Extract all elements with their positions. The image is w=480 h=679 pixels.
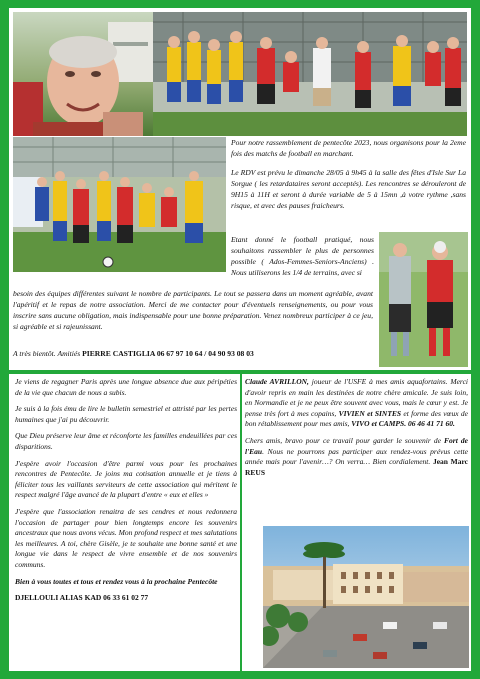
letter-right-1 xyxy=(245,377,468,484)
letter-left-p3: Que Dieu préserve leur âme et réconforte les familles endeuillées par ces disparitions. xyxy=(15,431,237,451)
signoff-intro: A très bientôt. Amitiés xyxy=(13,349,83,358)
schedule-text: Le RDV est prévu le dimanche 28/05 à 9h45 à la salle des fêtes d'Isle Sur La Sorgue ( les retardataires seront acceptés). Les rencontres se dérouleront de 9H15 à 11H et seront à durée variable de 5 à 15mn ,à votre rythme ,sans risque, et avec des pauses fraicheurs. xyxy=(231,168,466,210)
letter-right-p1 xyxy=(245,377,468,430)
signoff xyxy=(13,349,375,360)
participation-paragraph-top xyxy=(231,235,374,285)
letter-left-p4: J'espère avoir l'occasion d'être parmi vous pour les prochaines rencontres de Pentecôte. Je joins ma cotisation annuelle et je tiens à féliciter tous les vaillants serviteurs de cette association qui méritent le respect malgré l'âge avancé de la plupart d'entre « eux et elles » xyxy=(15,458,237,500)
phone-avrillon: . 06 46 41 71 60. xyxy=(404,419,455,429)
friends-names-1: VIVIEN et SINTES xyxy=(338,408,402,418)
letter-left xyxy=(15,377,237,610)
intro-paragraph xyxy=(231,138,466,166)
signature-reus: Jean Marc REUS xyxy=(245,457,468,477)
signoff-contact: PIERRE CASTIGLIA 06 67 97 10 64 / 04 90 93 08 03 xyxy=(82,349,254,358)
town-square-photo xyxy=(263,526,469,668)
participation-text-b: besoin des équipes différentes suivant le nombre de participants. Le tout se passera dans un moment agréable, avant l'apéritif et le repas de notre association. Merci de me contacter pour d'éventuels renseignements, ou pour vous inscrire sans aucune obligation, mais indispensable pour une bonne préparation. Venez nombreux participer à ce jeu, si agréable et si rajeunissant. xyxy=(13,289,373,331)
letter-left-p6: Bien à vous toutes et tous et rendez vous à la prochaine Pentecôte xyxy=(15,576,218,586)
letter-right-p1-mid: et forme des vœux de bon rétablissement pour mes amis, xyxy=(245,408,468,429)
letter-right-p2-start: Chers amis, bravo pour ce travail pour garder le souvenir de xyxy=(245,435,445,445)
participation-text-a: Etant donné le football pratiqué, nous souhaitons rassembler le plus de personnes possible ( Ados-Femmes-Seniors-Anciens) . Nous utiliserons les 1/4 de terrains, avec si xyxy=(231,235,374,277)
two-players-photo xyxy=(379,232,468,367)
letter-left-p1: Je viens de regagner Paris après une longue absence due aux péripéties de la vie que chacun de nous a subis. xyxy=(15,377,237,397)
participation-paragraph-bottom xyxy=(13,289,373,339)
players-field-photo xyxy=(13,137,226,272)
author-avrillon: Claude AVRILLON, xyxy=(245,377,309,386)
intro-line: Pour notre rassemblement de pentecôte 2023, nous organisons pour la 2eme fois des matchs de football en marchant. xyxy=(231,138,466,158)
letter-right-p1-text: joueur de l'USFE à mes amis aquafortains. Merci d'avoir repris en main les destinées de notre chère amicale. Je suis loin, en Normandie et je ne peux être souvent avec vous, mais le cœur y est. Je pense très fort à mes copains, xyxy=(245,377,468,418)
friends-names-2: VIVO et CAMPS xyxy=(351,419,405,429)
letter-left-p2: Je suis à la fois ému de lire le bulletin semestriel et attristé par les pertes humaines que j'ai pu découvrir. xyxy=(15,404,237,424)
team-group-photo xyxy=(153,12,467,136)
portrait-photo xyxy=(13,12,153,136)
schedule-paragraph xyxy=(231,168,466,218)
letter-left-signature: DJELLOULI ALIAS KAD 06 33 61 02 77 xyxy=(15,593,149,603)
letter-right-p2 xyxy=(245,436,468,478)
place-name: Fort de l'Eau xyxy=(245,435,468,456)
letter-left-p5: J'espère que l'association renaitra de ses cendres et nous redonnera l'occasion de partager pour bien longtemps encore les souvenirs ancestraux que nous avons vécus. Mon profond respect et mes salutations les meilleures. A toi, chère Gisèle, je te souhaite une bonne santé et une longue vie dans le respect de vivre ensemble et de nos souvenirs communs. xyxy=(15,506,237,569)
vertical-divider xyxy=(240,374,242,671)
letter-right-p2-rest: . Nous ne pourrons pas participer aux rendez-vous prévus cette année mais pour l'avenir…? On verra… Bien cordialement. xyxy=(245,446,468,467)
